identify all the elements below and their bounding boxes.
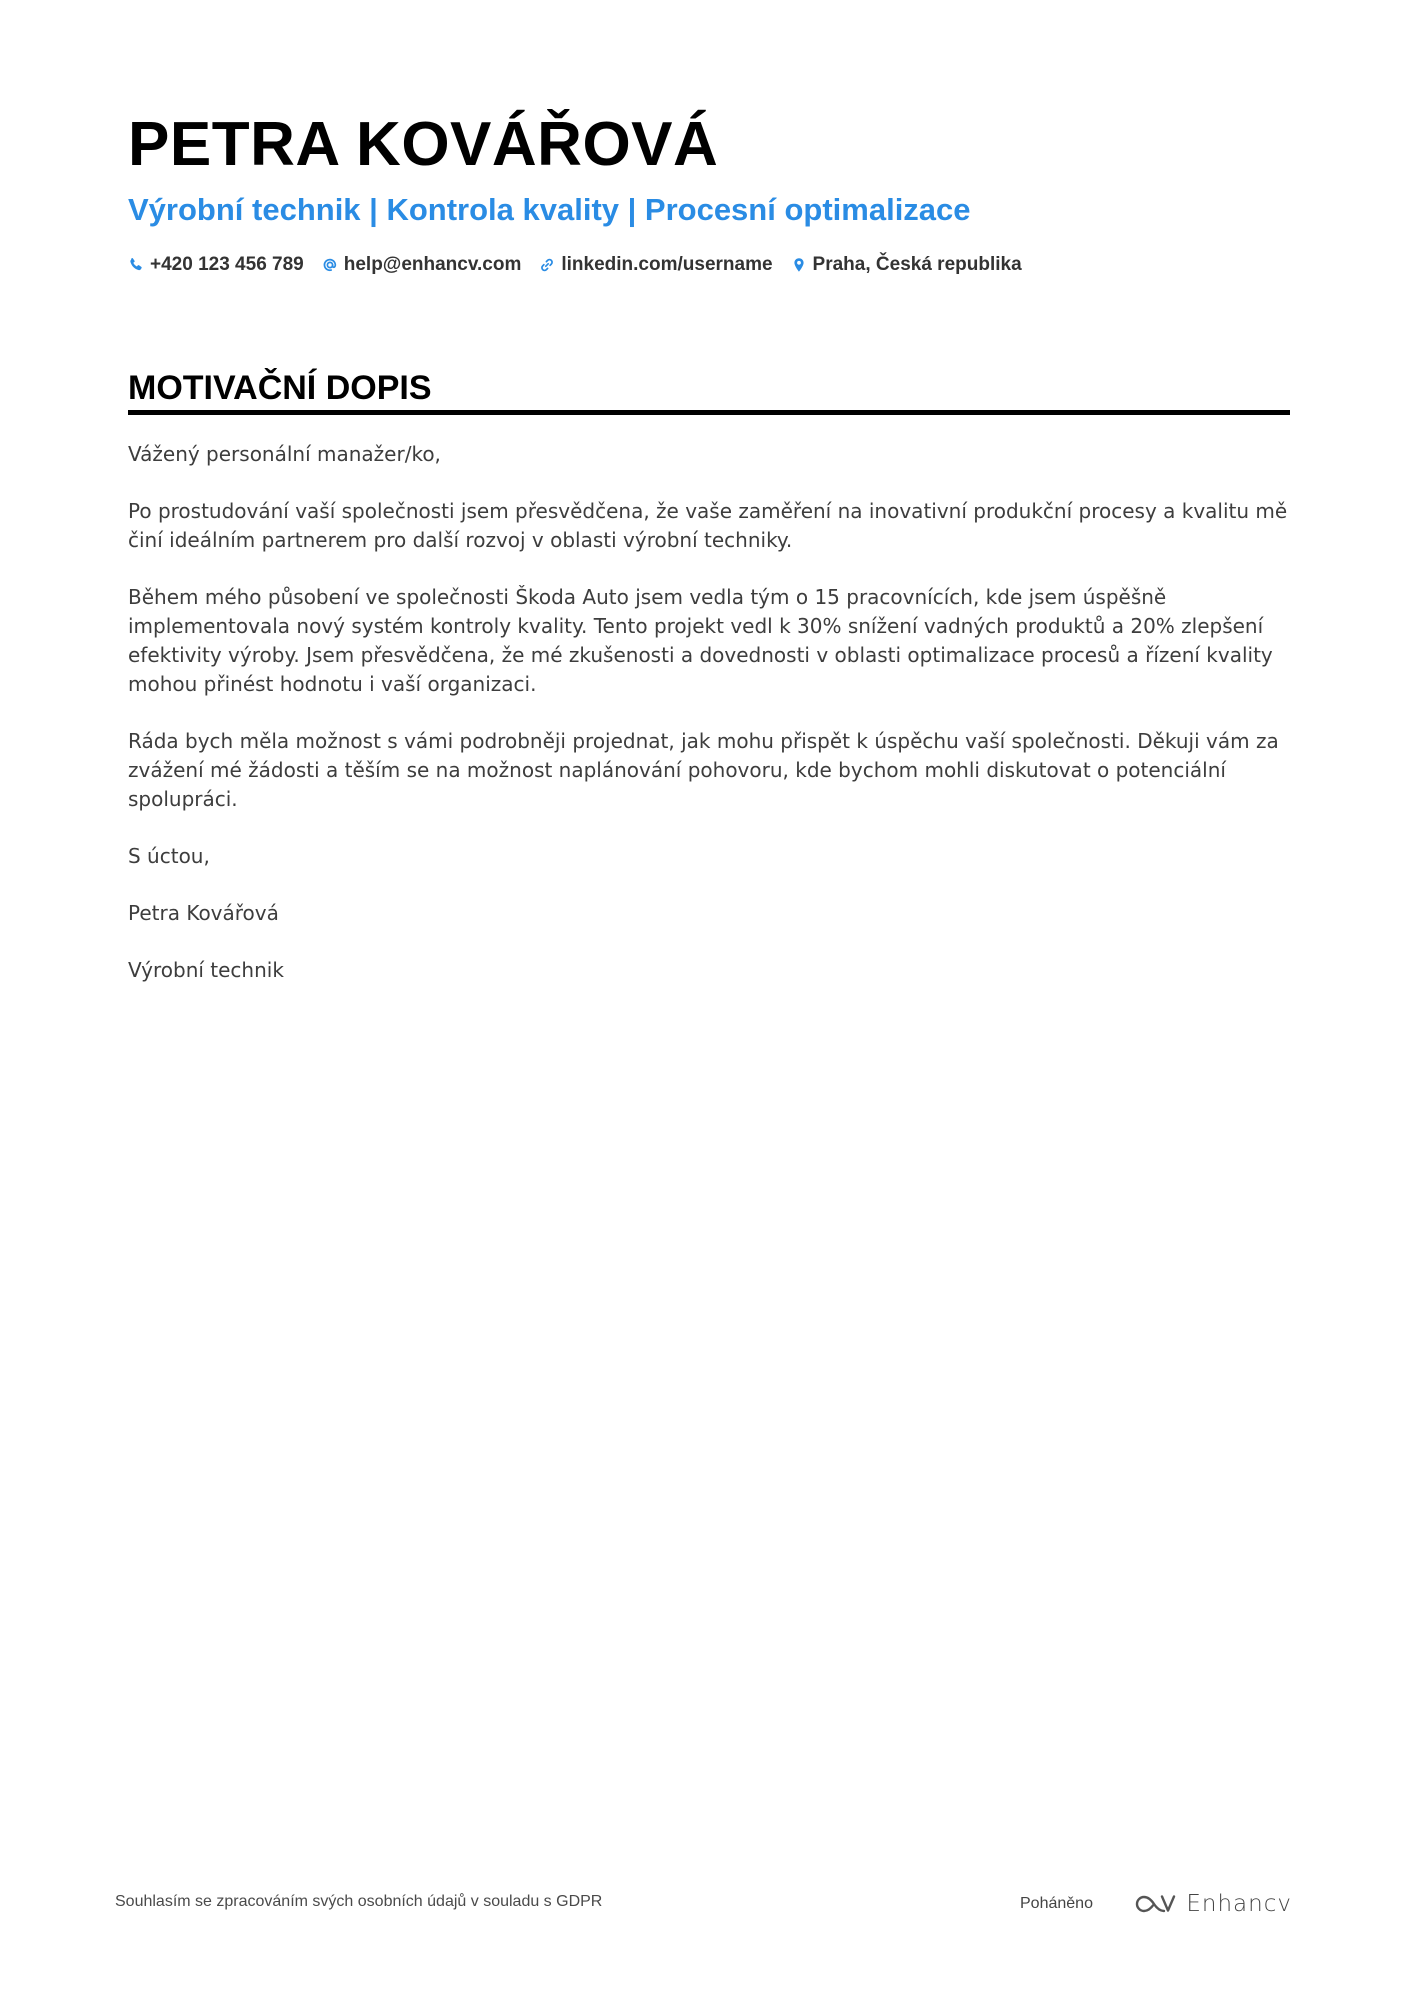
phone-icon [128, 257, 144, 273]
email-address[interactable]: help@enhancv.com [343, 254, 522, 275]
letter-closing: S úctou, [128, 844, 210, 868]
letter-paragraph: Po prostudování vaší společnosti jsem přesvědčena, že vaše zaměření na inovativní produkční procesy a kvalitu mě činí ideálním partnerem pro další rozvoj v oblasti výrobní techniky. [128, 499, 1288, 552]
candidate-tagline: Výrobní technik | Kontrola kvality | Procesní optimalizace [128, 192, 971, 227]
brand-name: Enhancv [1186, 1891, 1292, 1917]
footer-branding [1020, 1884, 1292, 1924]
letter-paragraph: Během mého působení ve společnosti Škoda Auto jsem vedla tým o 15 pracovnících, kde jsem úspěšně implementovala nový systém kontroly kvality. Tento projekt vedl k 30% snížení vadných produktů a 20% zlepšení efektivity výroby. Jsem přesvědčena, že mé zkušenosti a dovednosti v oblasti optimalizace procesů a řízení kvality mohou přinést hodnotu i vaší organizaci. [128, 585, 1273, 696]
linkedin-url[interactable]: linkedin.com/username [561, 254, 773, 275]
contact-linkedin[interactable] [539, 254, 772, 276]
location-text: Praha, Česká republika [812, 254, 1022, 275]
contact-info [128, 254, 1022, 276]
link-icon [539, 257, 555, 273]
letter-paragraph: Ráda bych měla možnost s vámi podrobněji projednat, jak mohu přispět k úspěchu vaší společnosti. Děkuji vám za zvážení mé žádosti a těším se na možnost naplánování pohovoru, kde bychom mohli diskutovat o potenciální spolupráci. [128, 729, 1279, 811]
contact-phone [128, 254, 304, 276]
section-title: MOTIVAČNÍ DOPIS [128, 369, 432, 407]
phone-number: +420 123 456 789 [150, 254, 304, 275]
gdpr-consent-note: Souhlasím se zpracováním svých osobních údajů v souladu s GDPR [115, 1893, 603, 1910]
enhancv-logo-icon [1132, 1891, 1178, 1917]
contact-email[interactable] [322, 254, 522, 276]
section-divider [128, 410, 1290, 415]
location-pin-icon [791, 257, 807, 273]
candidate-name: PETRA KOVÁŘOVÁ [128, 110, 719, 179]
letter-greeting: Vážený personální manažer/ko, [128, 442, 441, 466]
letter-body [128, 440, 1290, 1013]
letter-signature-title: Výrobní technik [128, 958, 284, 982]
at-icon [322, 257, 338, 273]
powered-by-label: Poháněno [1020, 1895, 1093, 1912]
contact-location [791, 254, 1022, 276]
enhancv-brand[interactable] [1132, 1891, 1292, 1917]
letter-signature: Petra Kovářová [128, 901, 279, 925]
